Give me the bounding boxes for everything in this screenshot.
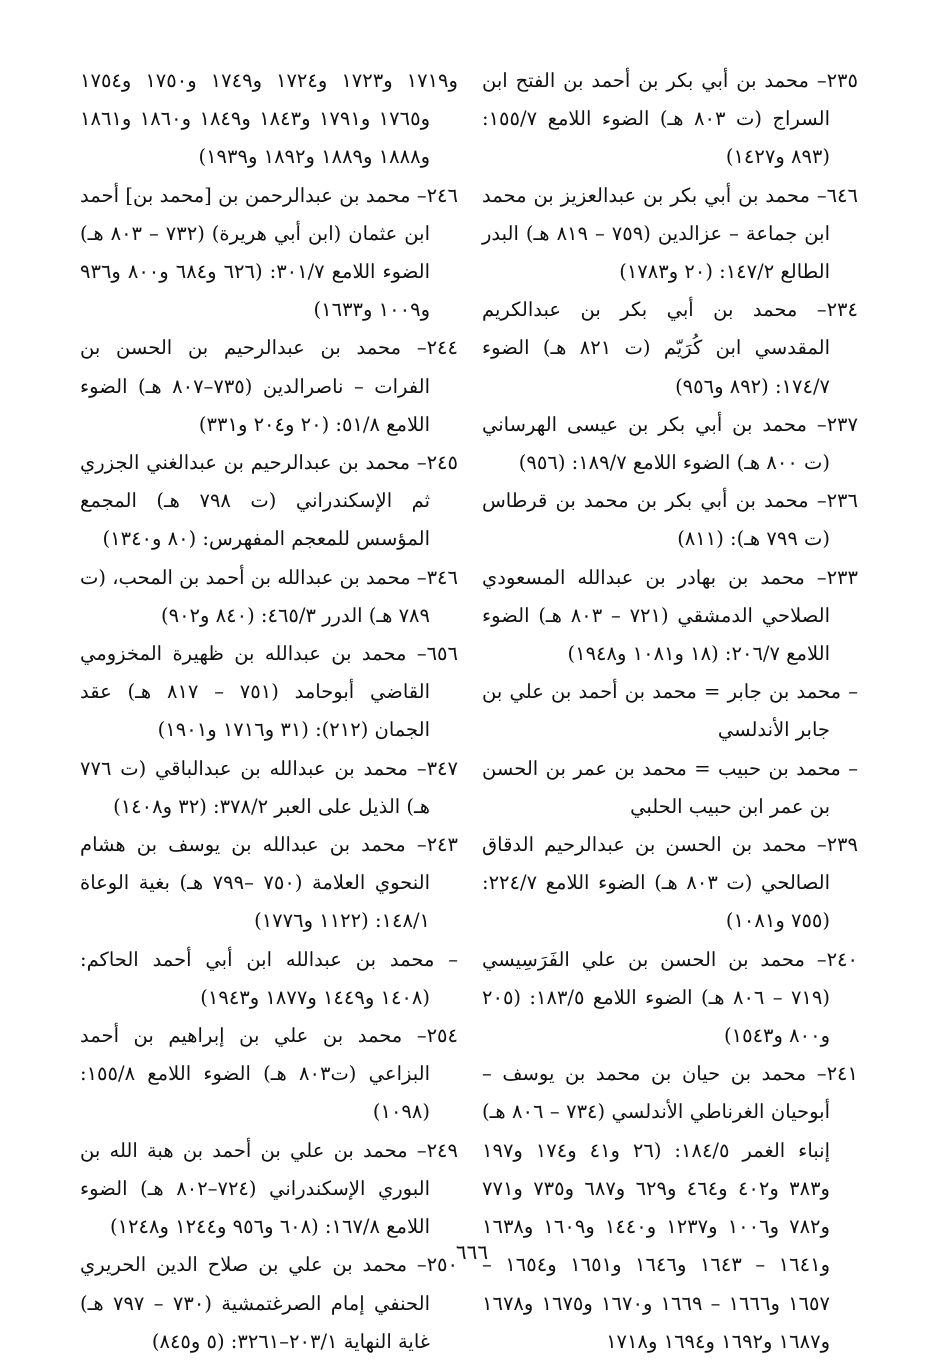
index-entry-continuation: و١٧١٩ و١٧٢٣ و١٧٢٤ و١٧٤٩ و١٧٥٠ و١٧٥٤ و١٧٦٥ و١٧٩١ و١٨٤٣ و١٨٤٩ و١٨٦٠ و١٨٦١ و١٨٨٨ و١٨٨٩ و١٨٩٢ و١٩٣٩) xyxy=(80,69,458,169)
index-entry: ٢٤٣– محمد بن عبدالله بن يوسف بن هشام النحوي العلامة (٧٥٠ –٧٩٩ هـ) بغية الوعاة ١٤٨/١: (١١٢٢ و١٧٧٦) xyxy=(80,833,458,933)
index-entry: ٢٤٠– محمد بن الحسن بن علي الفَرَسِيسي (٧١٩ – ٨٠٦ هـ) الضوء اللامع ١٨٣/٥: (٢٠٥ و٨٠٠ و١٥٤٣) xyxy=(482,947,858,1048)
index-entry: ٢٤٥– محمد بن عبدالرحيم بن عبدالغني الجزري ثم الإسكندراني (ت ٧٩٨ هـ) المجمع المؤسس للمعجم المفهرس: (٨٠ و١٣٤٠) xyxy=(80,451,458,551)
index-entry: ٢٤٤– محمد بن عبدالرحيم بن الحسن بن الفرات – ناصرالدين (٧٣٥–٨٠٧ هـ) الضوء اللامع ٥١/٨: (٢٠ و٢٠٤ و٣٣١) xyxy=(80,336,458,436)
index-entry: ٢٤٩– محمد بن علي بن أحمد بن هبة الله بن البوري الإسكندراني (٧٢٤–٨٠٢ هـ) الضوء اللامع ١٦٧/٨: (٦٠٨ و٩٥٦ و١٢٤٤ و١٢٤٨) xyxy=(80,1138,458,1239)
page-number: ٦٦٦ xyxy=(455,1240,489,1264)
index-entry: ٢٤٦– محمد بن عبدالرحمن بن [محمد بن] أحمد ابن عثمان (ابن أبي هريرة) (٧٣٢ – ٨٠٣ هـ) الضوء اللامع ٣٠١/٧: (٦٢٦ و٦٨٤ و٨٠٠ و٩٣٦ و١٠٠٩ و١٦٣٣) xyxy=(80,183,458,322)
index-entry: – محمد بن حبيب = محمد بن عمر بن الحسن بن عمر ابن حبيب الحلبي xyxy=(482,756,858,818)
index-entry: ٢٣٧– محمد بن أبي بكر بن عيسى الهرساني (ت ٨٠٠ هـ) الضوء اللامع ١٨٩/٧: (٩٥٦) xyxy=(482,412,858,475)
index-entry: ٦٤٦– محمد بن أبي بكر بن عبدالعزيز بن محمد ابن جماعة – عزالدين (٧٥٩ – ٨١٩ هـ) البدر الطالع ١٤٧/٢: (٢٠ و١٧٨٣) xyxy=(482,183,858,284)
index-entry: ٣٤٧– محمد بن عبدالله بن عبدالباقي (ت ٧٧٦ هـ) الذيل على العبر ٣٧٨/٢: (٣٢ و١٤٠٨) xyxy=(80,756,458,818)
index-entry: ٢٣٩– محمد بن الحسن بن عبدالرحيم الدقاق الصالحي (ت ٨٠٣ هـ) الضوء اللامع ٢٢٤/٧: (٧٥٥ و١٠٨١) xyxy=(482,833,858,933)
index-entry: ٢٥٠– محمد بن علي بن صلاح الدين الحريري الحنفي إمام الصرغتمشية (٧٣٠ – ٧٩٧ هـ) غاية النهاية ٢٠٣/١–٣٢٦١: (٥ و٨٤٥) xyxy=(80,1253,458,1353)
index-entry: – محمد بن جابر = محمد بن أحمد بن علي بن جابر الأندلسي xyxy=(482,680,858,742)
index-entry: ٢٣٤– محمد بن أبي بكر بن عبدالكريم المقدسي ابن كُرَيّم (ت ٨٢١ هـ) الضوء ١٧٤/٧: (٨٩٢ و٩٥٦) xyxy=(482,298,858,398)
index-entry: ٢٥٤– محمد بن علي بن إبراهيم بن أحمد البزاعي (ت٨٠٣ هـ) الضوء اللامع ١٥٥/٨: (١٠٩٨) xyxy=(80,1024,458,1124)
index-entry: ٢٣٣– محمد بن بهادر بن عبدالله المسعودي الصلاحي الدمشقي (٧٢١ – ٨٠٣ هـ) الضوء اللامع ٢٠٦/٧: (١٨ و١٠٨١ و١٩٤٨) xyxy=(482,565,858,666)
index-entry: ٢٤١– محمد بن حيان بن محمد بن يوسف – أبوحيان الغرناطي الأندلسي (٧٣٤ – ٨٠٦ هـ) إنباء الغمر ١٨٤/٥: (٢٦ و٤١ و١٧٤ و١٩٧ و٣٨٣ و٤٠٢ و٤٦٤ و٦٢٩ و٦٨٧ و٧٣٥ و٧٧١ و٧٨٢ و١٠٠٦ و١٢٣٧ و١٤٤٠ و١٦٠٩ و١٦٣٨ و١٦٤١ – ١٦٤٣ و١٦٤٦ و١٦٥١ و١٦٥٤ – ١٦٥٧ و١٦٦٦ – ١٦٦٩ و١٦٧٠ و١٦٧٥ و١٦٧٨ و١٦٨٧ و١٦٩٢ و١٦٩٤ و١٧١٨ xyxy=(482,1062,858,1353)
left-column xyxy=(80,62,458,1353)
index-entry: ٢٣٦– محمد بن أبي بكر بن محمد بن قرطاس (ت ٧٩٩ هـ): (٨١١) xyxy=(482,489,858,551)
index-entry: ٣٤٦– محمد بن عبدالله بن أحمد بن المحب، (ت ٧٨٩ هـ) الدرر ٤٦٥/٣: (٨٤٠ و٩٠٢) xyxy=(80,565,458,627)
index-entry: ٦٥٦– محمد بن عبدالله بن ظهيرة المخزومي القاضي أبوحامد (٧٥١ – ٨١٧ هـ) عقد الجمان (٢١٢): (٣١ و١٧١٦ و١٩٠١) xyxy=(80,642,458,742)
right-column xyxy=(482,62,858,1353)
index-entry: – محمد بن عبدالله ابن أبي أحمد الحاكم: (١٤٠٨ و١٤٤٩ و١٨٧٧ و١٩٤٣) xyxy=(80,947,458,1009)
index-entry: ٢٣٥– محمد بن أبي بكر بن أحمد بن الفتح ابن السراج (ت ٨٠٣ هـ) الضوء اللامع ١٥٥/٧: (٨٩٣ و١٤٢٧) xyxy=(482,69,858,169)
